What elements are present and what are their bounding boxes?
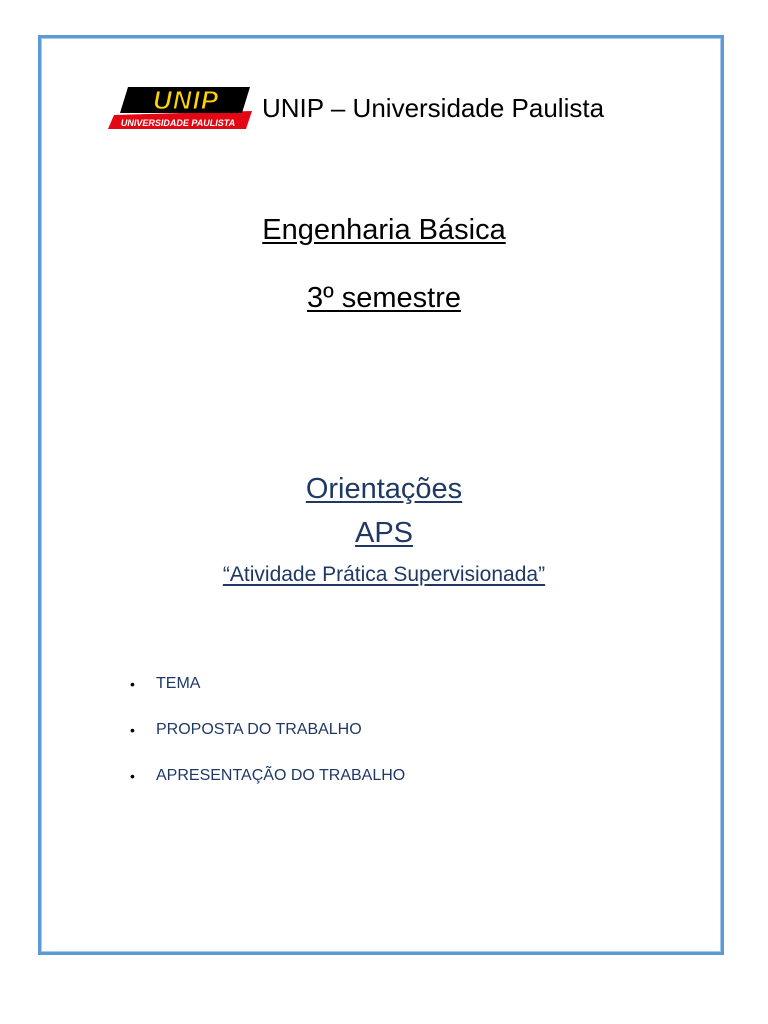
university-name: UNIP – Universidade Paulista [262,92,605,123]
topic-label: TEMA [156,675,201,692]
topic-label: APRESENTAÇÃO DO TRABALHO [156,767,406,784]
unip-logo [106,85,254,131]
bullet-icon: • [130,676,135,692]
guidance-heading: Orientações [305,473,463,505]
header [106,84,604,132]
bullet-icon: • [130,768,135,784]
list-item [130,765,405,811]
topic-list [130,673,405,811]
semester-title: 3º semestre [306,282,462,314]
list-item [130,673,405,719]
aps-acronym: APS [354,517,414,549]
course-title: Engenharia Básica [262,214,506,246]
topic-label: PROPOSTA DO TRABALHO [156,721,362,738]
svg-text:UNIVERSIDADE PAULISTA: UNIVERSIDADE PAULISTA [120,118,236,128]
aps-full-name: “Atividade Prática Supervisionada” [222,563,546,586]
bullet-icon: • [130,722,135,738]
svg-text:UNIP: UNIP [152,85,220,115]
list-item [130,719,405,765]
